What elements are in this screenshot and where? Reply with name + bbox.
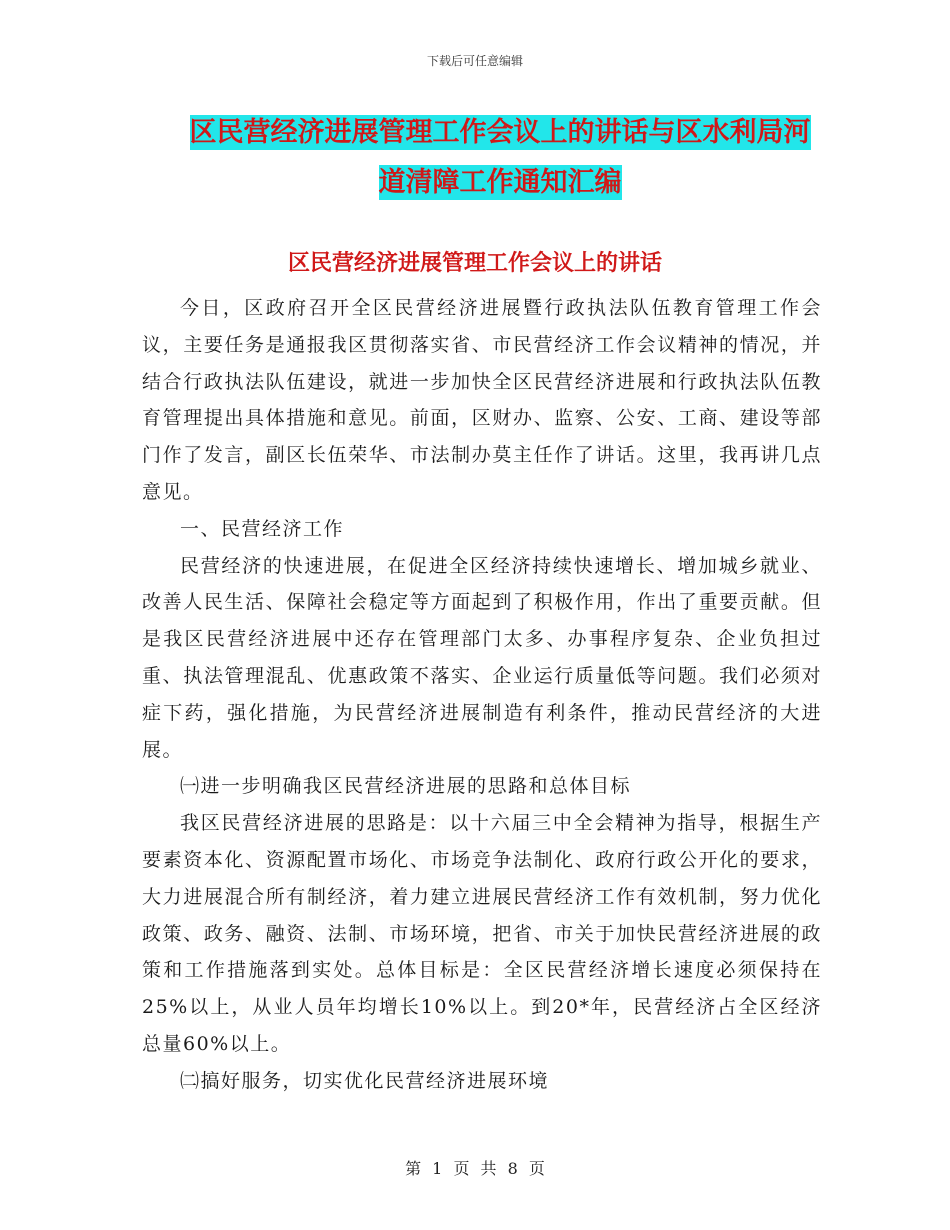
subheading-two: ㈡搞好服务，切实优化民营经济进展环境 — [180, 1069, 550, 1092]
subheading-one: ㈠进一步明确我区民营经济进展的思路和总体目标 — [180, 775, 632, 798]
heading-part-one: 一、民营经济工作 — [180, 517, 345, 540]
paragraph-goals: 我区民营经济进展的思路是：以十六届三中全会精神为指导，根据生产要素资本化、资源配置市场化、市场竞争法制化、政府行政公开化的要求，大力进展混合所有制经济，着力建立进展民营经济工作有效机制，努力优化政策、政务、融资、法制、市场环境，把省、市关于加快民营经济进展的政策和工作措施落到实处。总体目标是：全区民营经济增长速度必须保持在25%以上，从业人员年均增长10%以上。到20*年，民营经济占全区经济总量60%以上。 — [142, 812, 822, 1055]
document-body — [142, 290, 822, 1100]
document-title-line-1: 区民营经济进展管理工作会议上的讲话与区水利局河 — [189, 117, 811, 148]
page-number: 第 1 页 共 8 页 — [405, 1159, 545, 1178]
paragraph-overview: 民营经济的快速进展，在促进全区经济持续快速增长、增加城乡就业、改善人民生活、保障社会稳定等方面起到了积极作用，作出了重要贡献。但是我区民营经济进展中还存在管理部门太多、办事程序复杂、企业负担过重、执法管理混乱、优惠政策不落实、企业运行质量低等问题。我们必须对症下药，强化措施，为民营经济进展制造有利条件，推动民营经济的大进展。 — [142, 554, 822, 761]
page-header-note: 下载后可任意编辑 — [426, 54, 523, 68]
paragraph-intro: 今日，区政府召开全区民营经济进展暨行政执法队伍教育管理工作会议，主要任务是通报我区贯彻落实省、市民营经济工作会议精神的情况，并结合行政执法队伍建设，就进一步加快全区民营经济进展和行政执法队伍教育管理提出具体措施和意见。前面，区财办、监察、公安、工商、建设等部门作了发言，副区长伍荣华、市法制办莫主任作了讲话。这里，我再讲几点意见。 — [142, 297, 822, 503]
document-title — [140, 108, 860, 208]
document-title-line-2: 道清障工作通知汇编 — [378, 167, 622, 198]
section-title: 区民营经济进展管理工作会议上的讲话 — [287, 251, 662, 276]
